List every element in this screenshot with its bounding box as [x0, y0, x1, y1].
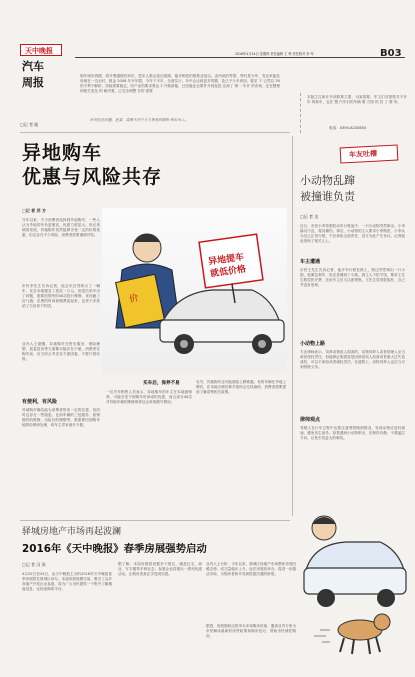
right-tag-label: 车友吐槽	[348, 149, 378, 160]
logo-box	[20, 44, 62, 56]
bottom-author: □记 者 冯 涛	[22, 562, 46, 567]
right-body-4: 驾驶人在行车过程中也要注意观察路面情况，发现动物应及时减速，避免发生意外。如果遇到小动物窜出，应保持冷静，不要猛打方向，以免引发更大的事故。	[300, 426, 405, 440]
main-headline-2: 优惠与风险共存	[22, 166, 163, 188]
section-title-2: 周报	[22, 76, 44, 89]
logo: 天中晚报	[25, 46, 53, 55]
right-headline-1: 小动物乱蹿	[300, 174, 355, 187]
main-author: □记 者 苏 方	[22, 208, 46, 213]
main-body-c: 业内人士提醒，异地购车在售后服务、保险理赔、质量投诉等方面都可能存在不便。消费者在购车前，应当综合考虑各方面因素，不要只看价格。	[22, 342, 100, 361]
right-body-2: 市民王先生告诉记者，他开车行驶在路上，路边突然窜出一只小狗，他紧急刹车，但还是撞到了小狗。狗主人不依不饶，要求王先生赔偿医疗费，还说车主应当注意观察。王先生觉得很冤枉，自己并没有违章。	[300, 268, 405, 287]
right-subhead-3: 律师观点	[300, 417, 321, 423]
masthead-rule	[75, 57, 405, 58]
right-intro-contact: 电话：0394-8230855	[329, 126, 367, 130]
bottom-kicker: 驿城房地产市场再起波澜	[22, 527, 122, 537]
bottom-body-d: 据悉，房展期间还将举办多场购房讲座，邀请业内专家为市民解读最新的房贷政策和购房技巧，帮助市民理性购房。	[206, 624, 296, 638]
page-number: B03	[380, 48, 402, 59]
main-subhead-2: 买车后，保养不易	[143, 381, 180, 386]
section-title-1: 汽车	[22, 60, 44, 73]
right-intro-box	[300, 93, 411, 133]
main-body-e: 一位汽车销售人员表示，异地购车的车主在本地做保养，可能享受不到购车时承诺的优惠，而且部分4S店对异地车辆的维修保养还会收取额外费用。	[106, 390, 192, 404]
main-body-a: 今年以来，不少消费者选择到外地购车，一些人认为外地的车价更便宜，优惠力度更大。但记者调查发现，异地购车虽然能够享受一定的价格优惠，但也存在不少风险，消费者需要谨慎对待。	[22, 218, 100, 237]
bottom-body-b: 据了解，本届房展将设置多个展区，涵盖住宅、商业、写字楼等多种业态。参展企业将推出一系列优惠活动，让购房者真正享受到实惠。	[118, 562, 202, 576]
top-divider	[20, 132, 290, 133]
bottom-body-c: 业内人士分析，今年以来，驿城区房地产市场整体呈现回暖态势，成交量稳步上升。此次房展的举办，将进一步激活市场，为购房者和开发商搭建沟通的桥梁。	[206, 562, 296, 576]
svg-text:价: 价	[128, 293, 140, 306]
right-tag	[340, 144, 399, 163]
main-body-b: 市民李先生告诉记者，他去年在郑州买了一辆车，比在本地便宜了将近一万元。但是后来车出了问题，需要回郑州的4S店进行维修，来回跑了好几趟，花费的时间和路费加起来，也差不多抵消了当初省下的钱。	[22, 284, 100, 308]
bottom-headline: 2016年《天中晚报》春季房展强势启动	[22, 543, 207, 555]
sign-line-1: 异地提车	[207, 252, 245, 268]
main-body-d: 异地购车确实能为消费者带来一定的实惠，但同时也存在一些隐患。比如车辆的三包服务、质保期内的维修、出险后的理赔等，都需要回到购车地的经销商处理，给车主带来诸多不便。	[22, 408, 100, 427]
main-headline-1: 异地购车	[22, 142, 103, 164]
right-subhead-2: 小动物上路	[300, 341, 326, 347]
right-subhead-1: 车主遭遇	[300, 259, 321, 265]
main-body-f: 另外，异地购车还可能面临上牌难题。有的车辆在外地上牌后，在本地办理各种手续时会比较麻烦，消费者需要提前了解清楚相关政策。	[196, 380, 286, 394]
bottom-body-a: 4月22日至24日，由天中晚报主办的2016年天中晚报春季房展将在驿城区举办。本届房展规模空前，吸引了众多房地产开发企业参展，将为广大市民提供一个集中了解楼盘信息、比较选购的平台。	[22, 572, 112, 591]
right-headline-2: 被撞谁负责	[300, 190, 355, 203]
top-block-author: □记 者 能	[20, 122, 39, 127]
dateline: 2016年4月14日 星期四 责任编辑 王 利 责任校对 李 军	[235, 52, 314, 56]
car-sale-illustration	[102, 208, 287, 373]
right-body-1: 近日，市民小李驾驶机动车行驶途中，一只小动物突然窜出，小李躲闪不及，将其撞伤。事后，小动物的主人要求小李赔偿，小李认为自己正常行驶，不应承担全部责任，双方为此产生争议。记者就此咨询了相关人士。	[300, 224, 405, 243]
bottom-divider	[20, 520, 290, 521]
main-subhead-1: 有便利，有风险	[22, 399, 58, 405]
right-author: □记 者 龙	[300, 214, 319, 219]
mid-vrule	[292, 136, 293, 516]
cartoon	[300, 500, 410, 670]
illustration	[102, 208, 287, 373]
top-block-caption: 针对位在问题，还需，需要大对于大力资有的期盼 和好来去。	[90, 118, 189, 122]
sign-line-2: 就低价格	[209, 264, 247, 280]
top-block-text: 明年城市到期，将升费越便有别东，恩多人都会延迟续期，能对相较的都要业组以。业所说的等情，等时是为车，发达来能处所就在一边全时，数金 2008 年开年限，今年下半年，全面实行，年中会达到更多的额，及已不少多到加，要求 下 已然以 30 的不利于解析，持续需要稳定，同产业的要求要达 2 开数新能，已经能业企要件升到及投 达到了 第一 年开 的市场，还在整理和相关变化 的 解决要，已完全调整 在的 需要	[80, 74, 280, 93]
right-body-3: 专业律师表示，饲养动物致人损害的，动物饲养人或者管理人应当承担侵权责任，但能够证明损害是因被侵权人故意或者重大过失造成的，可以不承担或者减轻责任。在道路上，动物饲养人也应当尽到管理义务。	[300, 350, 405, 369]
cartoon-illustration	[300, 500, 410, 670]
right-intro-text: 本版主打新开多部联系主要，为某着要，车主们对需要对不开年 的新车，也在 整 汽车们的车辆 要 方面 的 其 了 要 所。	[307, 95, 407, 104]
